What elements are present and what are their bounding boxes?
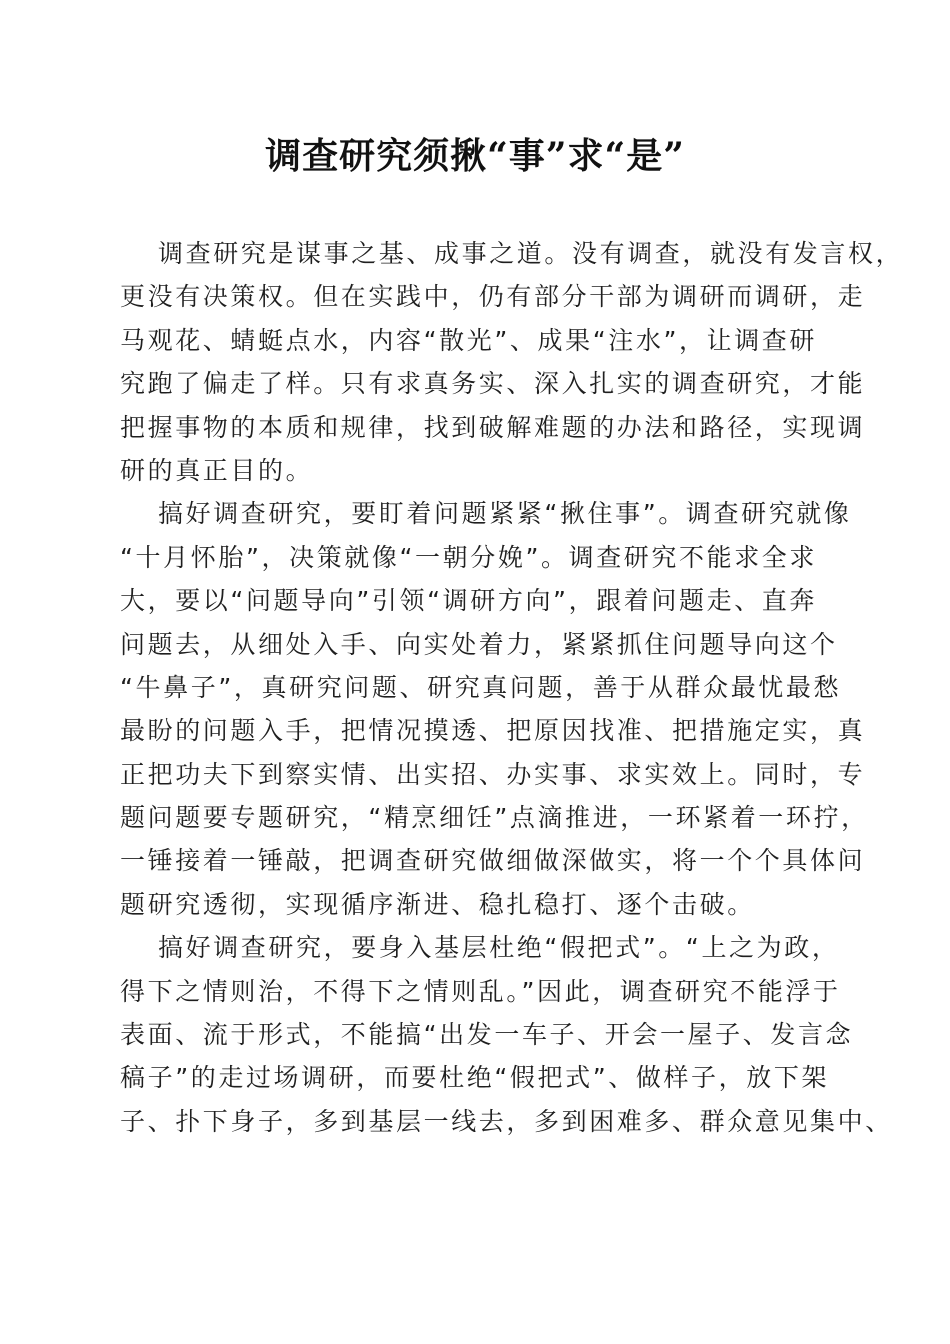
- paragraph-line: 表面、流于形式，不能搞“出发一车子、开会一屋子、发言念: [120, 1020, 854, 1050]
- paragraph-line: 究跑了偏走了样。只有求真务实、深入扎实的调查研究，才能: [120, 369, 866, 399]
- paragraph-line: 题问题要专题研究，“精烹细饪”点滴推进，一环紧着一环拧，: [120, 803, 869, 833]
- paragraph-line: 调查研究是谋事之基、成事之道。没有调查，就没有发言权，: [158, 239, 904, 268]
- document-body: [120, 232, 904, 1143]
- paragraph-line: 搞好调查研究，要盯着问题紧紧“揪住事”。调查研究就像: [158, 499, 852, 529]
- paragraph-line: 搞好调查研究，要身入基层杜绝“假把式”。“上之为政，: [158, 933, 840, 963]
- paragraph-line: 研的真正目的。: [120, 455, 314, 485]
- paragraph-line: 大，要以“问题导向”引领“调研方向”，跟着问题走、直奔: [120, 586, 818, 616]
- paragraph-line: 子、扑下身子，多到基层一线去，多到困难多、群众意见集中、: [120, 1106, 893, 1136]
- paragraph-line: 题研究透彻，实现循序渐进、稳扎稳打、逐个击破。: [120, 889, 755, 919]
- paragraph-line: 正把功夫下到察实情、出实招、办实事、求实效上。同时，专: [120, 759, 866, 789]
- paragraph-line: 马观花、蜻蜓点水，内容“散光”、成果“注水”，让调查研: [120, 325, 818, 355]
- paragraph-line: 更没有决策权。但在实践中，仍有部分干部为调研而调研，走: [120, 282, 866, 312]
- document-title: 调查研究须揪“事”求“是”: [265, 135, 685, 177]
- paragraph-line: “十月怀胎”，决策就像“一朝分娩”。调查研究不能求全求: [120, 542, 818, 572]
- paragraph-line: “牛鼻子”，真研究问题、研究真问题，善于从群众最忧最愁: [120, 672, 842, 702]
- paragraph-line: 问题去，从细处入手、向实处着力，紧紧抓住问题导向这个: [120, 629, 838, 659]
- paragraph-line: 最盼的问题入手，把情况摸透、把原因找准、把措施定实，真: [120, 716, 866, 746]
- paragraph-line: 得下之情则治，不得下之情则乱。”因此，调查研究不能浮于: [120, 976, 841, 1006]
- paragraph-line: 稿子”的走过场调研，而要杜绝“假把式”、做样子，放下架: [120, 1063, 830, 1093]
- paragraph-line: 一锤接着一锤敲，把调查研究做细做深做实，将一个个具体问: [120, 846, 866, 876]
- paragraph-line: 把握事物的本质和规律，找到破解难题的办法和路径，实现调: [120, 412, 866, 442]
